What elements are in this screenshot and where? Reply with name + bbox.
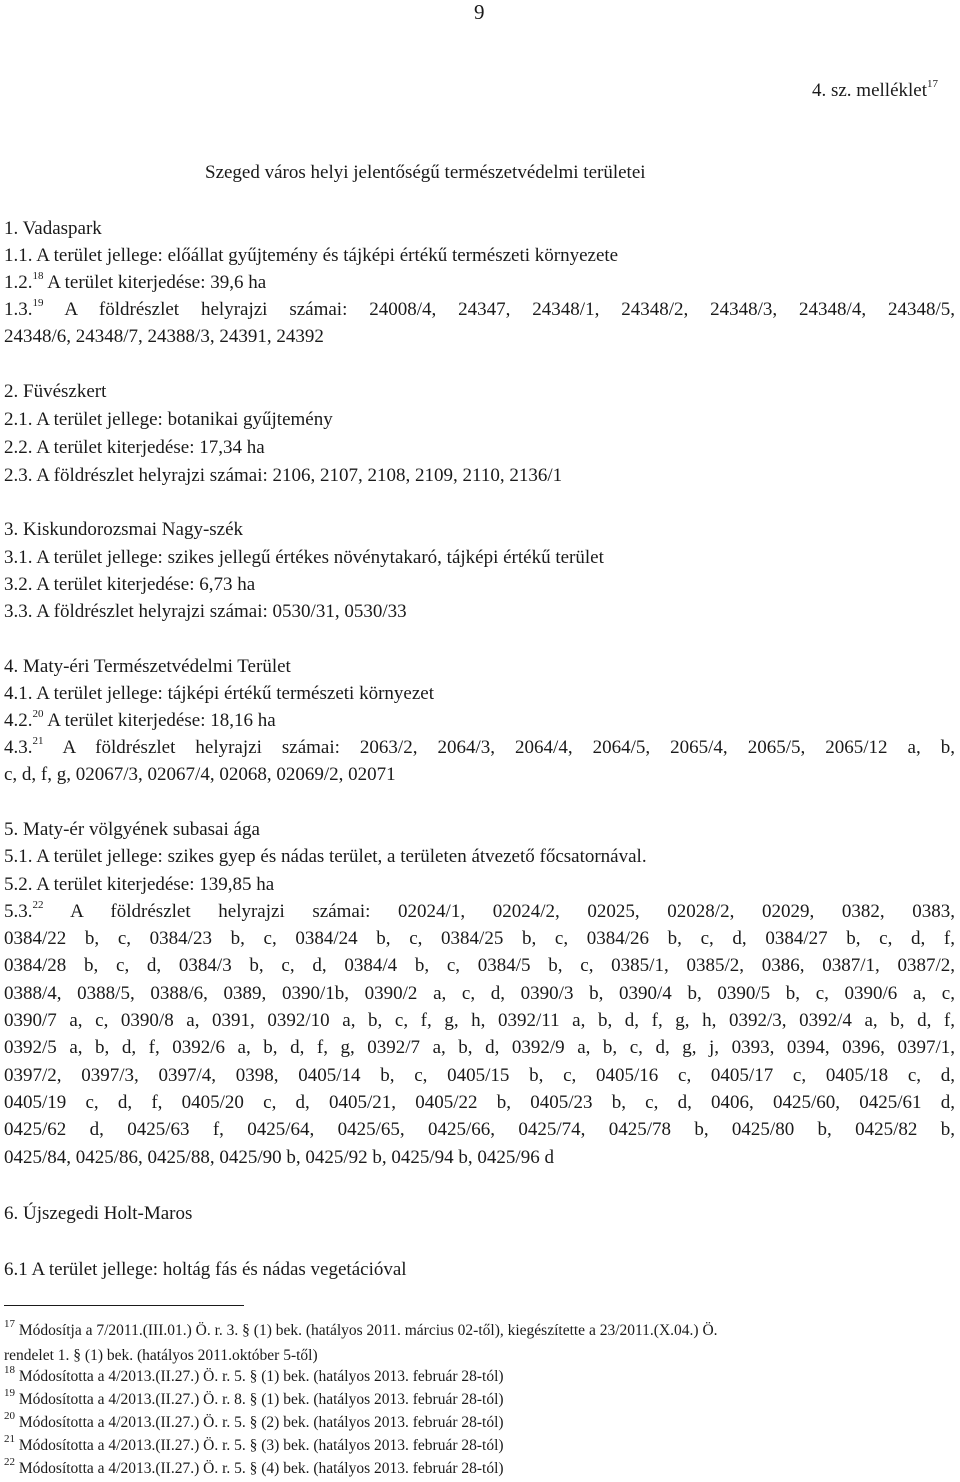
footnote-17-line-1 bbox=[4, 1317, 955, 1342]
footnote-text: Módosította a 4/2013.(II.27.) Ö. r. 5. § (3) bek. (hatályos 2013. február 28-tól) bbox=[18, 1437, 504, 1454]
section-4-item-2 bbox=[4, 707, 276, 732]
footnote-number: 22 bbox=[4, 1455, 15, 1468]
item-text: A földrészlet helyrajzi számai: 2063/2, 2064/3, 2064/4, 2064/5, 2065/4, 2065/5, 2065/12 a, b, bbox=[62, 737, 956, 758]
section-5-item-3-line-4: 0388/4, 0388/5, 0388/6, 0389, 0390/1b, 0390/2 a, c, d, 0390/3 b, 0390/4 b, 0390/5 b, c, 0390/6 a, c, bbox=[4, 983, 955, 1004]
footnote-number: 19 bbox=[4, 1386, 15, 1399]
section-5-item-3-line-2: 0384/22 b, c, 0384/23 b, c, 0384/24 b, c, 0384/25 b, c, 0384/26 b, c, d, 0384/27 b, c, d, f, bbox=[4, 928, 955, 949]
footnote-text: Módosította a 4/2013.(II.27.) Ö. r. 5. § (2) bek. (hatályos 2013. február 28-tól) bbox=[18, 1414, 504, 1431]
section-3-heading: 3. Kiskundorozsmai Nagy-szék bbox=[4, 519, 244, 540]
section-2-item-3: 2.3. A földrészlet helyrajzi számai: 2106, 2107, 2108, 2109, 2110, 2136/1 bbox=[4, 465, 563, 486]
section-2-item-1: 2.1. A terület jellege: botanikai gyűjtemény bbox=[4, 409, 333, 430]
footnote-number: 21 bbox=[4, 1432, 15, 1445]
item-prefix: 1.3. bbox=[4, 299, 33, 320]
section-1-item-1: 1.1. A terület jellege: előállat gyűjtemény és tájképi értékű természeti környezete bbox=[4, 245, 619, 266]
footnote-ref: 22 bbox=[32, 898, 44, 911]
section-2-heading: 2. Füvészkert bbox=[4, 381, 107, 402]
section-1-item-3-line-1 bbox=[4, 296, 955, 321]
section-4-item-1: 4.1. A terület jellege: tájképi értékű természeti környezet bbox=[4, 683, 434, 704]
item-text: A terület kiterjedése: 39,6 ha bbox=[47, 272, 267, 293]
section-2-item-2: 2.2. A terület kiterjedése: 17,34 ha bbox=[4, 437, 265, 458]
section-5-item-3-line-10: 0425/84, 0425/86, 0425/88, 0425/90 b, 0425/92 b, 0425/94 b, 0425/96 d bbox=[4, 1147, 554, 1168]
item-prefix: 4.3. bbox=[4, 737, 33, 758]
section-5-item-3-line-7: 0397/2, 0397/3, 0397/4, 0398, 0405/14 b, c, 0405/15 b, c, 0405/16 c, 0405/17 c, 0405/18 c, d, bbox=[4, 1065, 955, 1086]
section-5-item-3-line-8: 0405/19 c, d, f, 0405/20 c, d, 0405/21, 0405/22 b, 0405/23 b, c, d, 0406, 0425/60, 0425/61 d, bbox=[4, 1092, 955, 1113]
section-3-item-1: 3.1. A terület jellege: szikes jellegű értékes növénytakaró, tájképi értékű terület bbox=[4, 547, 604, 568]
section-5-item-1: 5.1. A terület jellege: szikes gyep és nádas terület, a területen átvezető főcsatornával. bbox=[4, 846, 647, 867]
section-3-item-3: 3.3. A földrészlet helyrajzi számai: 0530/31, 0530/33 bbox=[4, 601, 407, 622]
section-3-item-2: 3.2. A terület kiterjedése: 6,73 ha bbox=[4, 574, 256, 595]
annex-text: 4. sz. melléklet bbox=[811, 80, 927, 101]
footnote-ref: 21 bbox=[32, 734, 44, 747]
footnote-number: 18 bbox=[4, 1363, 15, 1376]
footnote-ref: 19 bbox=[32, 296, 44, 309]
footnote-text: Módosította a 4/2013.(II.27.) Ö. r. 5. § (1) bek. (hatályos 2013. február 28-tól) bbox=[18, 1368, 504, 1385]
footnote-separator bbox=[4, 1305, 244, 1306]
section-5-heading: 5. Maty-ér völgyének subasai ága bbox=[4, 819, 260, 840]
document-title: Szeged város helyi jelentőségű természetvédelmi területei bbox=[205, 162, 646, 183]
section-4-item-3-line-2: c, d, f, g, 02067/3, 02067/4, 02068, 02069/2, 02071 bbox=[4, 764, 396, 785]
section-5-item-3-line-5: 0390/7 a, c, 0390/8 a, 0391, 0392/10 a, b, c, f, g, h, 0392/11 a, b, d, f, g, h, 0392/3, 0392/4 a, b, d, f, bbox=[4, 1010, 955, 1031]
section-5-item-2: 5.2. A terület kiterjedése: 139,85 ha bbox=[4, 874, 275, 895]
footnote-17-line-2: rendelet 1. § (1) bek. (hatályos 2011.október 5-től) bbox=[4, 1347, 318, 1364]
item-text: A földrészlet helyrajzi számai: 02024/1, 02024/2, 02025, 02028/2, 02029, 0382, 0383, bbox=[70, 901, 956, 922]
section-4-heading: 4. Maty-éri Természetvédelmi Terület bbox=[4, 656, 291, 677]
section-6-heading: 6. Újszegedi Holt-Maros bbox=[4, 1203, 193, 1224]
section-4-item-3-line-1 bbox=[4, 734, 956, 759]
section-1-item-3-line-2: 24348/6, 24348/7, 24388/3, 24391, 24392 bbox=[4, 326, 324, 347]
item-text: A földrészlet helyrajzi számai: 24008/4, 24347, 24348/1, 24348/2, 24348/3, 24348/4, 24348/5, bbox=[64, 299, 955, 320]
item-prefix: 5.3. bbox=[4, 901, 33, 922]
footnote-19 bbox=[4, 1386, 955, 1411]
section-5-item-3-line-3: 0384/28 b, c, d, 0384/3 b, c, d, 0384/4 b, c, 0384/5 b, c, 0385/1, 0385/2, 0386, 0387/1, 0387/2, bbox=[4, 955, 955, 976]
item-prefix: 4.2. bbox=[4, 710, 33, 731]
footnote-ref: 18 bbox=[32, 269, 44, 282]
annex-label bbox=[811, 77, 938, 102]
footnote-ref: 20 bbox=[32, 707, 44, 720]
footnote-number: 17 bbox=[4, 1317, 15, 1330]
page-number: 9 bbox=[474, 0, 485, 24]
section-6-item-1: 6.1 A terület jellege: holtág fás és nádas vegetációval bbox=[4, 1259, 407, 1280]
footnote-text: Módosította a 4/2013.(II.27.) Ö. r. 5. § (4) bek. (hatályos 2013. február 28-tól) bbox=[18, 1460, 504, 1477]
section-5-item-3-line-1 bbox=[4, 898, 956, 923]
item-prefix: 1.2. bbox=[4, 272, 33, 293]
section-1-heading: 1. Vadaspark bbox=[4, 218, 102, 239]
item-text: A terület kiterjedése: 18,16 ha bbox=[47, 710, 276, 731]
annex-footnote-ref: 17 bbox=[927, 77, 938, 90]
footnote-18 bbox=[4, 1363, 955, 1388]
footnote-number: 20 bbox=[4, 1409, 15, 1422]
footnote-22 bbox=[4, 1455, 955, 1480]
section-5-item-3-line-6: 0392/5 a, b, d, f, 0392/6 a, b, d, f, g, 0392/7 a, b, d, 0392/9 a, b, c, d, g, j, 0393, 0394, 0396, 0397/1, bbox=[4, 1037, 955, 1058]
footnote-20 bbox=[4, 1409, 955, 1434]
footnote-text: Módosította a 4/2013.(II.27.) Ö. r. 8. § (1) bek. (hatályos 2013. február 28-tól) bbox=[18, 1391, 504, 1408]
section-5-item-3-line-9: 0425/62 d, 0425/63 f, 0425/64, 0425/65, 0425/66, 0425/74, 0425/78 b, 0425/80 b, 0425/82 b, bbox=[4, 1119, 955, 1140]
footnote-21 bbox=[4, 1432, 955, 1457]
footnote-text: Módosítja a 7/2011.(III.01.) Ö. r. 3. § (1) bek. (hatályos 2011. március 02-től), kiegészítette a 23/2011.(X.04.) Ö. bbox=[18, 1322, 718, 1339]
section-1-item-2 bbox=[4, 269, 267, 294]
